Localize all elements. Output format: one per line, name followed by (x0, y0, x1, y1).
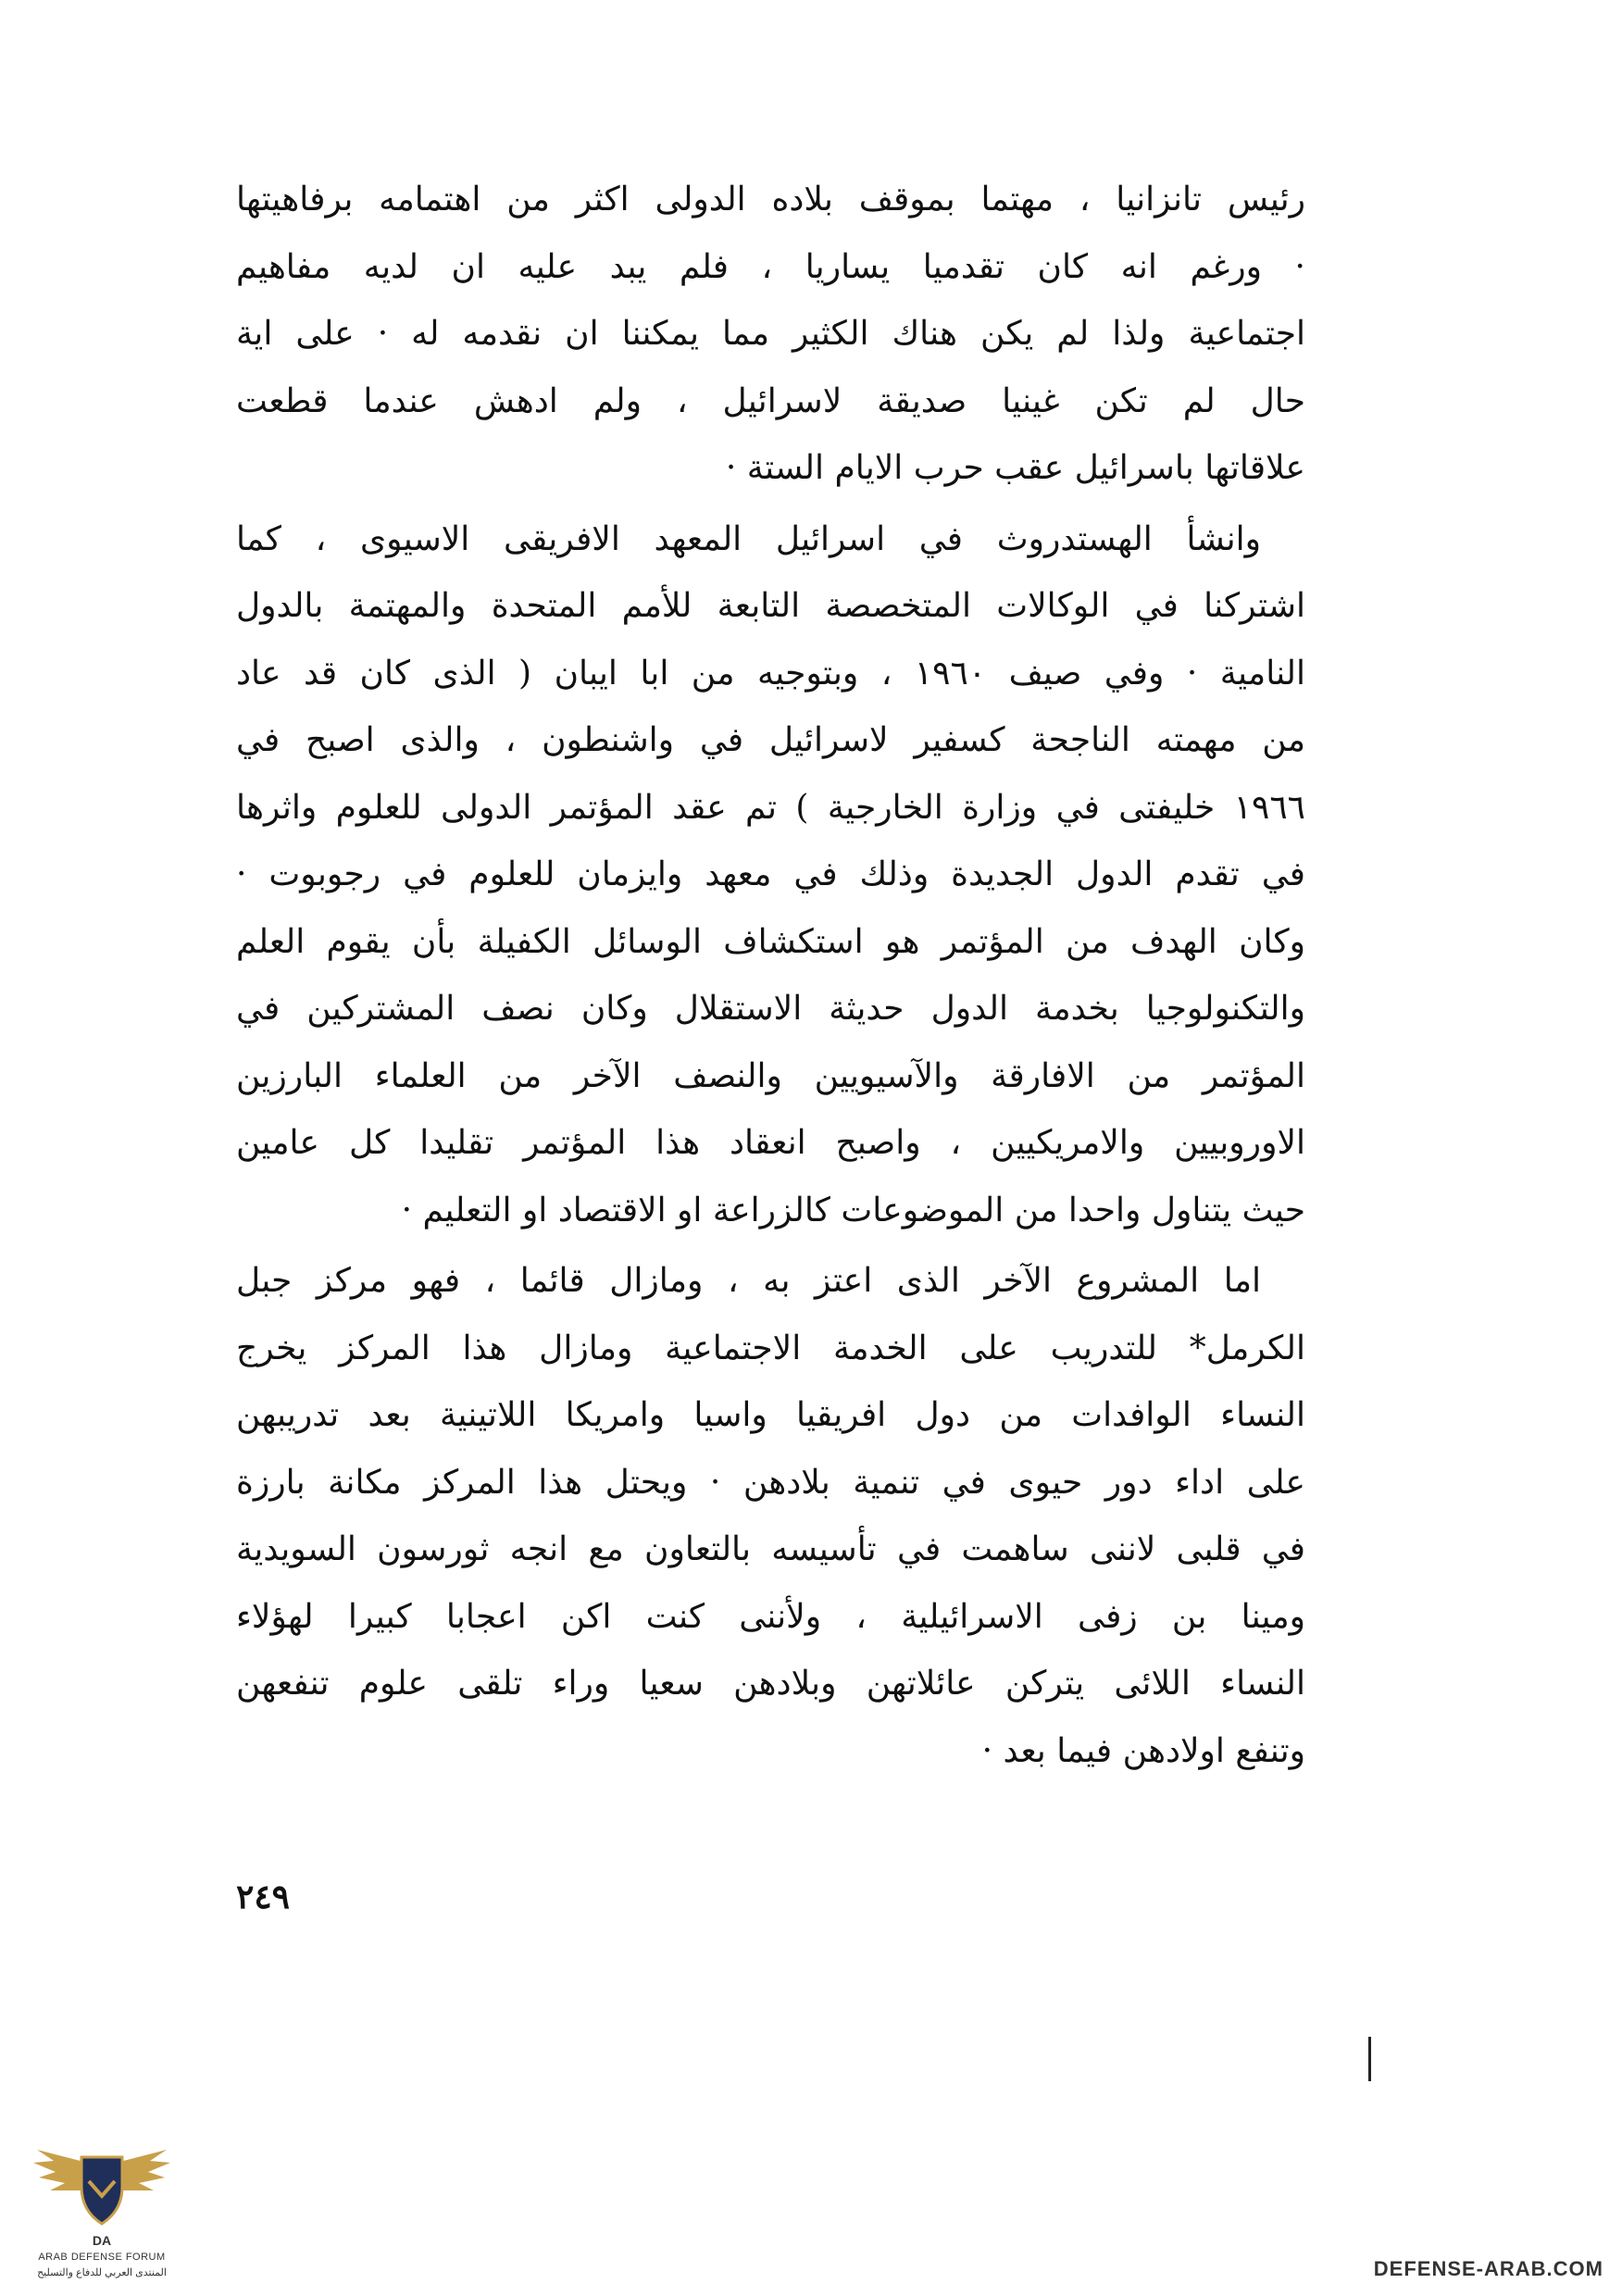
text-line: اما المشروع الآخر الذى اعتز به ، ومازال قائما ، فهو مركز جبل (236, 1262, 1261, 1300)
logo-subtitle: المنتدى العربي للدفاع والتسليح (37, 2267, 167, 2278)
text-line: وتنفع اولادهن فيما بعد · (981, 1731, 1305, 1770)
paragraph-3 (236, 1248, 1305, 1785)
forum-logo[interactable] (28, 2129, 176, 2287)
site-watermark: DEFENSE-ARAB.COM (1373, 2257, 1603, 2280)
text-line: علاقاتها باسرائيل عقب حرب الايام الستة · (725, 449, 1305, 487)
text-line: في قلبى لاننى ساهمت في تأسيسه بالتعاون مع انجه ثورسون السويدية (236, 1530, 1306, 1568)
text-line: النساء اللائى يتركن عائلاتهن وبلادهن سعيا وراء تلقى علوم تنفعهن (236, 1665, 1305, 1703)
text-line: النساء الوافدات من دول افريقيا واسيا وامريكا اللاتينية بعد تدريبهن (236, 1396, 1305, 1434)
text-line: حيث يتناول واحدا من الموضوعات كالزراعة او الاقتصاد او التعليم · (401, 1191, 1305, 1229)
text-line: حال لم تكن غينيا صديقة لاسرائيل ، ولم ادهش عندما قطعت (236, 381, 1305, 420)
text-line: اجتماعية ولذا لم يكن هناك الكثير مما يمكننا ان نقدمه له · على اية (236, 315, 1305, 353)
paragraph-2 (236, 506, 1305, 1245)
paragraph-1 (236, 167, 1305, 503)
text-line: وكان الهدف من المؤتمر هو استكشاف الوسائل الكفيلة بأن يقوم العلم (236, 922, 1305, 961)
logo-monogram: DA (92, 2233, 112, 2248)
body-text (236, 167, 1305, 1789)
text-line: اشتركنا في الوكالات المتخصصة التابعة للأمم المتحدة والمهتمة بالدول (236, 587, 1305, 625)
text-line: ومينا بن زفى الاسرائيلية ، ولأننى كنت اكن اعجابا كبيرا لهؤلاء (236, 1597, 1305, 1636)
text-line: المؤتمر من الافارقة والآسيويين والنصف الآخر من العلماء البارزين (236, 1056, 1305, 1095)
text-line: الكرمل* للتدريب على الخدمة الاجتماعية ومازال هذا المركز يخرج (236, 1329, 1305, 1367)
text-line: وانشأ الهستدروث في اسرائيل المعهد الافريقى الاسيوى ، كما (236, 519, 1261, 558)
text-line: على اداء دور حيوى في تنمية بلادهن · ويحتل هذا المركز مكانة بارزة (236, 1463, 1305, 1502)
text-line: في تقدم الدول الجديدة وذلك في معهد وايزمان للعلوم في رجوبوت · (236, 855, 1305, 893)
text-line: النامية · وفي صيف ١٩٦٠ ، وبتوجيه من ابا ايبان ( الذى كان قد عاد (236, 654, 1306, 693)
winged-shield-icon (28, 2129, 176, 2233)
text-line: والتكنولوجيا بخدمة الدول حديثة الاستقلال وكان نصف المشتركين في (236, 990, 1305, 1028)
margin-mark (1368, 2037, 1371, 2081)
shield (81, 2157, 122, 2224)
text-line: رئيس تانزانيا ، مهتما بموقف بلاده الدولى اكثر من اهتمامه برفاهيتها (236, 181, 1305, 218)
text-line: · ورغم انه كان تقدميا يساريا ، فلم يبد عليه ان لديه مفاهيم (236, 247, 1305, 286)
logo-title: ARAB DEFENSE FORUM (38, 2252, 166, 2263)
text-line: ١٩٦٦ خليفتى في وزارة الخارجية ) تم عقد المؤتمر الدولى للعلوم واثرها (236, 788, 1305, 827)
text-line: من مهمته الناجحة كسفير لاسرائيل في واشنطون ، والذى اصبح في (236, 721, 1305, 759)
page-number: ٢٤٩ (236, 1878, 291, 1916)
text-line: الاوروبيين والامريكيين ، واصبح انعقاد هذا المؤتمر تقليدا كل عامين (236, 1124, 1305, 1162)
